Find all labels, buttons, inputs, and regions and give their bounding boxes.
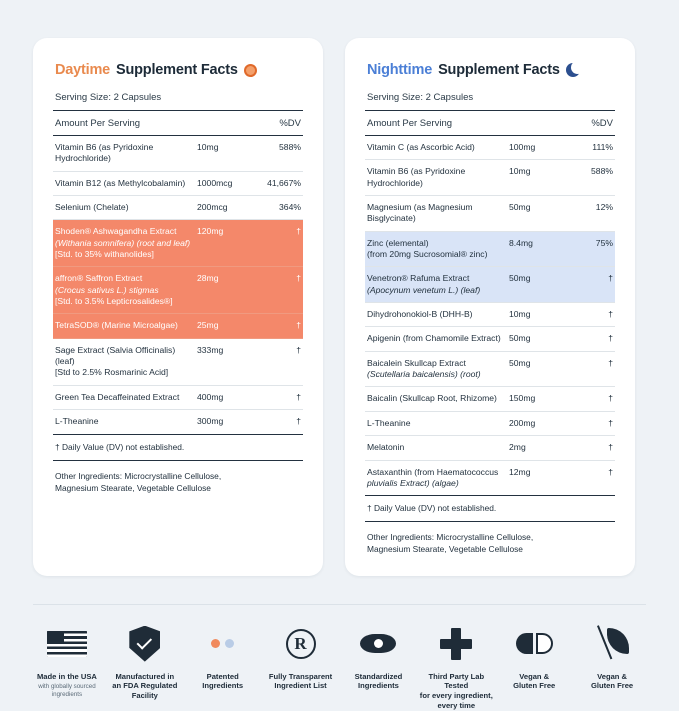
table-row	[53, 172, 303, 196]
daytime-footnote: † Daily Value (DV) not established.	[53, 434, 303, 461]
row-dv: †	[608, 333, 613, 344]
badge-sublabel: with globally sourced ingredients	[38, 683, 96, 699]
row-amount: 200mg	[509, 417, 536, 428]
row-name: Vitamin C (as Ascorbic Acid)	[367, 142, 475, 152]
badge-label-2: Gluten Free	[590, 681, 634, 691]
two-dots-icon	[184, 623, 262, 665]
capsule-icon	[495, 623, 573, 665]
nighttime-panel-title	[367, 62, 615, 78]
badge-transparent-list	[262, 623, 340, 711]
row-name-std: [Std to 2.5% Rosmarinic Acid]	[55, 367, 169, 378]
table-row	[365, 196, 615, 232]
row-amount: 10mg	[509, 309, 531, 320]
row-name: Green Tea Decaffeinated Extract	[55, 391, 180, 402]
nighttime-table-header	[365, 111, 615, 136]
row-dv: 588%	[591, 166, 613, 177]
table-row	[365, 160, 615, 196]
nighttime-other-ingredients	[365, 522, 615, 555]
badge-label: Standardized	[354, 671, 403, 681]
nighttime-header-dv: %DV	[591, 118, 613, 129]
row-dv: 41,667%	[267, 177, 301, 188]
other-line-1: Other Ingredients: Microcrystalline Cellulose,	[367, 532, 534, 543]
row-amount: 12mg	[509, 466, 531, 477]
badge-label: Third Party Lab Tested	[428, 671, 485, 691]
row-name: Vitamin B6 (as Pyridoxine Hydrochloride)	[55, 142, 154, 164]
badge-label-2: Gluten Free	[513, 681, 556, 691]
badge-label: Vegan &	[597, 671, 628, 681]
row-dv: †	[608, 417, 613, 428]
daytime-panel	[33, 38, 323, 576]
moon-icon	[566, 63, 580, 77]
daytime-other-ingredients	[53, 461, 303, 494]
row-dv: †	[296, 391, 301, 402]
badge-made-in-usa	[28, 623, 106, 711]
badge-label: Vegan &	[519, 671, 550, 681]
badge-label-3: every time	[437, 701, 476, 711]
table-row-highlighted	[53, 220, 303, 267]
row-amount: 50mg	[509, 202, 531, 213]
table-row	[365, 352, 615, 388]
nighttime-title-rest: Supplement Facts	[438, 62, 560, 78]
row-amount: 120mg	[197, 226, 224, 237]
badge-standardized-ingredients	[340, 623, 418, 711]
badge-label-3: Facility	[131, 691, 158, 701]
row-name-latin: (Withania somnifera) (root and leaf)	[55, 237, 191, 248]
table-row-highlighted	[365, 232, 615, 268]
badge-label-2: Ingredients	[202, 681, 244, 691]
table-row	[365, 412, 615, 436]
row-amount: 100mg	[509, 142, 536, 152]
row-name-latin: (Crocus sativus L.) stigmas	[55, 284, 159, 295]
table-row	[53, 136, 303, 172]
nighttime-panel	[345, 38, 635, 576]
row-amount: 10mg	[509, 166, 531, 177]
row-name: Vitamin B12 (as Methylcobalamin)	[55, 177, 186, 188]
row-amount: 25mg	[197, 320, 219, 331]
badge-vegan-gluten-free	[573, 623, 651, 711]
row-dv: †	[608, 442, 613, 453]
daytime-serving-size: Serving Size: 2 Capsules	[53, 92, 303, 111]
row-dv: 111%	[592, 142, 613, 152]
registered-r-icon: R	[262, 623, 340, 665]
row-amount: 333mg	[197, 344, 224, 355]
row-amount: 50mg	[509, 333, 531, 344]
row-amount: 200mcg	[197, 202, 228, 213]
row-name-std: [Std. to 3.5% Lepticrosalides®]	[55, 296, 173, 307]
trust-badges	[0, 605, 679, 711]
badge-label-2: for every ingredient,	[419, 691, 493, 701]
row-dv: †	[608, 393, 613, 404]
table-row	[365, 436, 615, 460]
row-name: Baicalein Skullcap Extract	[367, 357, 466, 368]
daytime-table-header	[53, 111, 303, 136]
badge-capsule	[495, 623, 573, 711]
row-amount: 50mg	[509, 357, 531, 368]
row-amount: 8.4mg	[509, 237, 533, 248]
row-dv: †	[296, 226, 301, 237]
shield-check-icon	[106, 623, 184, 665]
row-name: Shoden® Ashwagandha Extract	[55, 226, 177, 237]
table-row-highlighted	[365, 267, 615, 303]
row-dv: †	[296, 416, 301, 427]
row-name: Zinc (elemental)	[367, 237, 429, 248]
row-dv: †	[296, 273, 301, 284]
row-name: Astaxanthin (from Haematococcus	[367, 466, 499, 477]
table-row	[365, 136, 615, 160]
row-name: affron® Saffron Extract	[55, 273, 143, 284]
badge-label: Made in the USA	[36, 671, 97, 681]
badge-label: Fully Transparent	[268, 671, 333, 681]
daytime-panel-title	[55, 62, 303, 78]
badge-label-2: Ingredients	[357, 681, 399, 691]
nighttime-serving-size: Serving Size: 2 Capsules	[365, 92, 615, 111]
usa-flag-icon	[28, 623, 106, 665]
other-line-2: Magnesium Stearate, Vegetable Cellulose	[367, 544, 523, 555]
row-dv: †	[608, 309, 613, 320]
daytime-header-amount: Amount Per Serving	[55, 118, 141, 129]
row-name-latin: pluvialis Extract) (algae)	[367, 477, 459, 488]
row-amount: 50mg	[509, 273, 531, 284]
other-line-1: Other Ingredients: Microcrystalline Cellulose,	[55, 470, 222, 481]
row-name: Dihydrohonokiol-B (DHH-B)	[367, 309, 473, 320]
badge-patented-ingredients	[184, 623, 262, 711]
row-dv: 364%	[279, 202, 301, 213]
badge-third-party-tested	[417, 623, 495, 711]
other-line-2: Magnesium Stearate, Vegetable Cellulose	[55, 482, 211, 493]
daytime-title-rest: Supplement Facts	[116, 62, 238, 78]
badge-label: Manufactured in	[115, 671, 175, 681]
row-name: L-Theanine	[367, 417, 411, 428]
row-amount: 1000mcg	[197, 177, 233, 188]
row-dv: 588%	[279, 142, 301, 152]
row-name-latin: (Apocynum venetum L.) (leaf)	[367, 284, 481, 295]
row-dv: †	[608, 273, 613, 284]
table-row-highlighted	[53, 267, 303, 314]
row-name-std: [Std. to 35% withanolides]	[55, 249, 154, 260]
row-dv: †	[296, 344, 301, 355]
nighttime-rows	[365, 136, 615, 495]
table-row	[53, 196, 303, 220]
table-row	[53, 386, 303, 410]
daytime-header-dv: %DV	[279, 118, 301, 129]
row-dv: †	[296, 320, 301, 331]
badge-label-2: Ingredient List	[274, 681, 327, 691]
row-dv: 12%	[595, 202, 613, 213]
row-name: TetraSOD® (Marine Microalgae)	[55, 320, 178, 331]
row-name: Apigenin (from Chamomile Extract)	[367, 333, 501, 344]
table-row	[53, 339, 303, 386]
nighttime-header-amount: Amount Per Serving	[367, 118, 453, 129]
table-row	[53, 410, 303, 433]
leaf-icon	[573, 623, 651, 665]
badge-label-2: an FDA Regulated	[112, 681, 178, 691]
row-amount: 2mg	[509, 442, 526, 453]
table-row	[365, 387, 615, 411]
table-row	[365, 303, 615, 327]
row-name: L-Theanine	[55, 416, 99, 427]
table-row-highlighted	[53, 314, 303, 338]
row-name-source: (from 20mg Sucrosomial® zinc)	[367, 249, 488, 260]
row-amount: 300mg	[197, 416, 224, 427]
sun-icon	[244, 64, 257, 77]
row-name: Magnesium (as Magnesium Bisglycinate)	[367, 202, 473, 224]
badge-label: Patented	[206, 671, 239, 681]
row-dv: †	[608, 357, 613, 368]
table-row	[365, 327, 615, 351]
daytime-title-accent: Daytime	[55, 62, 111, 78]
row-name: Sage Extract (Salvia Officinalis) (leaf)	[55, 344, 176, 367]
row-name: Selenium (Chelate)	[55, 202, 129, 213]
table-row	[365, 461, 615, 496]
row-name: Vitamin B6 (as Pyridoxine Hydrochloride)	[367, 166, 466, 188]
badge-fda-facility	[106, 623, 184, 711]
daytime-rows	[53, 136, 303, 434]
row-name: Venetron® Rafuma Extract	[367, 273, 470, 284]
row-amount: 400mg	[197, 391, 224, 402]
nighttime-title-accent: Nighttime	[367, 62, 433, 78]
row-name-latin: (Scutellaria baicalensis) (root)	[367, 369, 481, 380]
row-dv: †	[608, 466, 613, 477]
eye-icon	[340, 623, 418, 665]
row-dv: 75%	[595, 237, 613, 248]
row-amount: 10mg	[197, 142, 219, 152]
row-name: Baicalin (Skullcap Root, Rhizome)	[367, 393, 497, 404]
row-name: Melatonin	[367, 442, 405, 453]
nighttime-footnote: † Daily Value (DV) not established.	[365, 495, 615, 522]
plus-cross-icon	[417, 623, 495, 665]
row-amount: 150mg	[509, 393, 536, 404]
row-amount: 28mg	[197, 273, 219, 284]
